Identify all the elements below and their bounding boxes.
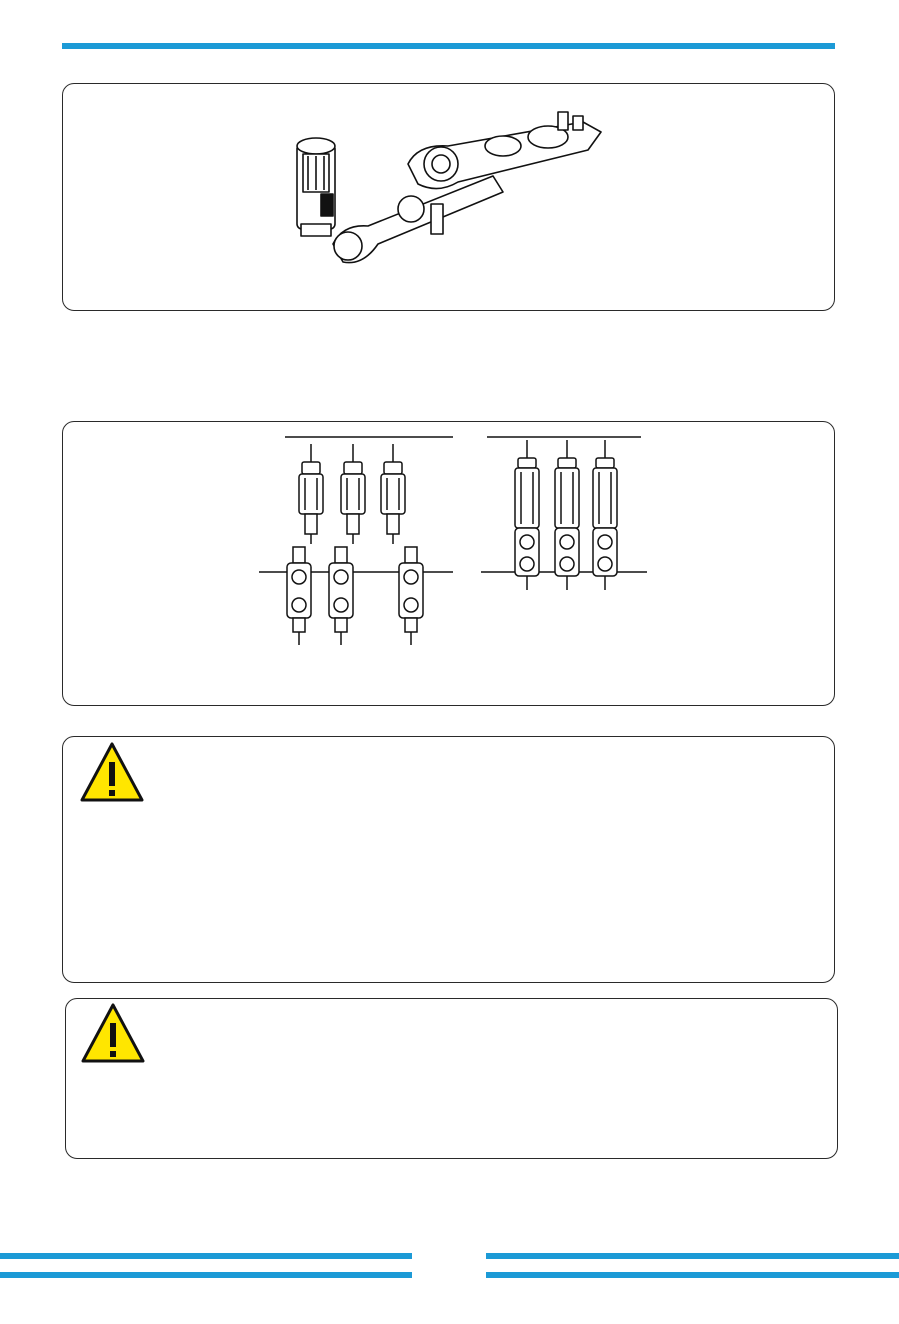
- pv-connectors-illustration: [63, 422, 836, 707]
- mated-connector-icon: [593, 440, 617, 590]
- footer-rule-left-top: [0, 1253, 412, 1259]
- plug-connector-icon: [341, 444, 365, 544]
- socket-connector-icon: [287, 547, 311, 645]
- socket-connector-icon: [329, 547, 353, 645]
- connector-part-icon: [297, 138, 335, 236]
- mated-connector-icon: [515, 440, 539, 590]
- figure-tool-box: [62, 83, 835, 311]
- warning-triangle-icon: [79, 1001, 147, 1065]
- mated-connector-icon: [555, 440, 579, 590]
- plug-connector-icon: [381, 444, 405, 544]
- warning-triangle-icon: [78, 740, 146, 804]
- footer-rule-left-bottom: [0, 1272, 412, 1278]
- spanner-wrench-lower-icon: [333, 176, 503, 263]
- warning-box-2: [65, 998, 838, 1159]
- socket-connector-icon: [399, 547, 423, 645]
- spanner-wrench-upper-icon: [408, 112, 601, 189]
- warning-box-1: [62, 736, 835, 983]
- plug-connector-icon: [299, 444, 323, 544]
- footer-rule-right-top: [486, 1253, 899, 1259]
- footer-rule-right-bottom: [486, 1272, 899, 1278]
- connector-wrench-illustration: [63, 84, 836, 312]
- header-rule: [62, 43, 835, 49]
- figure-connectors-box: [62, 421, 835, 706]
